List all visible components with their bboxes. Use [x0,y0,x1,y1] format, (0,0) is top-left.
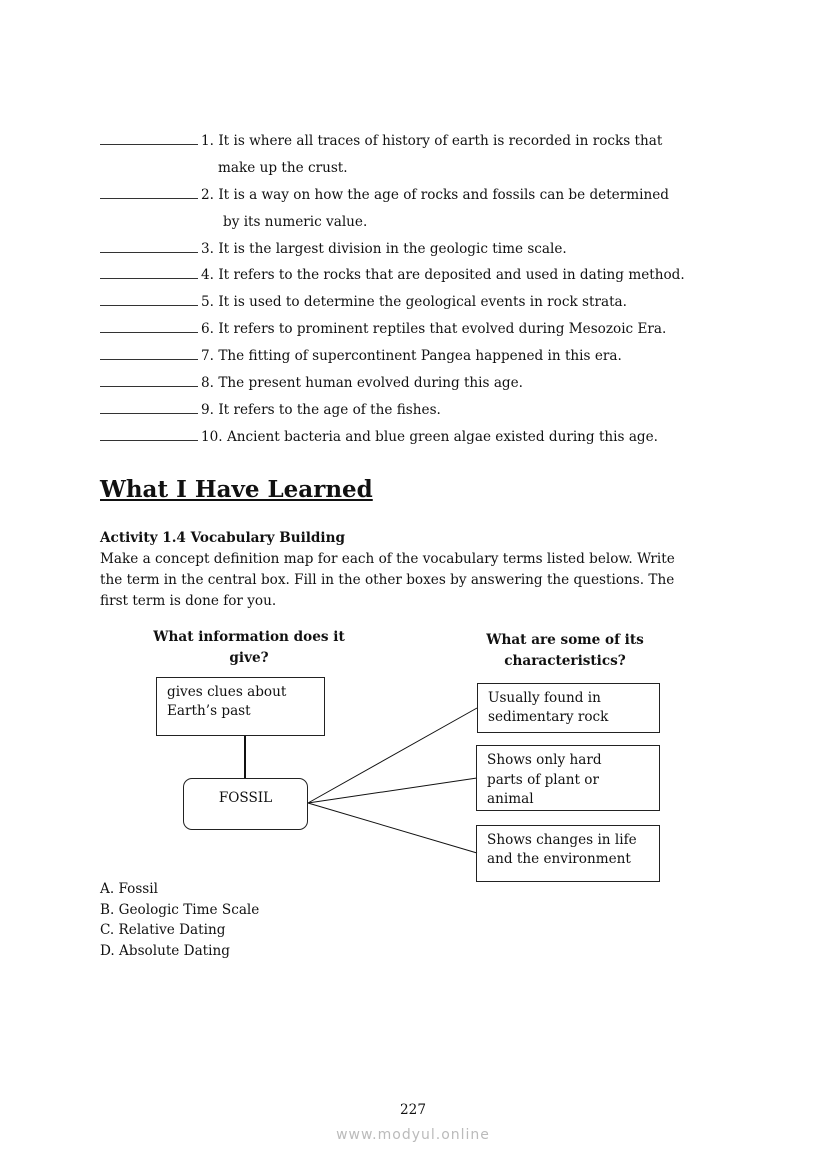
question-text-continued: make up the crust. [218,160,348,176]
question-text: It refers to the age of the fishes. [218,402,441,418]
section-title: What I Have Learned [100,476,373,503]
question-number: 7. [201,348,214,364]
characteristic-box: Shows changes in life and the environment [476,825,660,882]
term-box: FOSSIL [183,778,308,830]
question-number: 6. [201,321,214,337]
question-text: It is used to determine the geological events in rock strata. [218,294,627,310]
question-number: 10. [201,429,223,445]
info-question: What information does it give? [153,629,345,666]
question-text: It is where all traces of history of earth is recorded in rocks that [218,133,663,149]
question-number: 1. [201,133,214,149]
term-item: B. Geologic Time Scale [100,902,260,918]
instructions-line: Make a concept definition map for each of the vocabulary terms listed below. Write [100,551,675,567]
question-text: It is the largest division in the geologic time scale. [218,241,567,257]
question-number: 4. [201,267,214,283]
question-text: It is a way on how the age of rocks and fossils can be determined [218,187,669,203]
activity-title: Activity 1.4 Vocabulary Building [100,530,345,546]
characteristics-question: What are some of its characteristics? [486,632,644,669]
question-text: It refers to prominent reptiles that evolved during Mesozoic Era. [218,321,667,337]
instructions-line: the term in the central box. Fill in the other boxes by answering the questions. The [100,572,675,588]
question-text: It refers to the rocks that are deposited and used in dating method. [218,267,685,283]
characteristic-box: Usually found in sedimentary rock [477,683,660,733]
term-item: A. Fossil [100,881,158,897]
question-text-continued: by its numeric value. [223,214,368,230]
question-text: The fitting of supercontinent Pangea happened in this era. [218,348,622,364]
question-text: Ancient bacteria and blue green algae existed during this age. [226,429,658,445]
info-box: gives clues about Earth’s past [156,677,325,736]
question-number: 8. [201,375,214,391]
question-number: 2. [201,187,214,203]
instructions-line: first term is done for you. [100,593,277,609]
question-number: 3. [201,241,214,257]
page-number: 227 [400,1102,426,1118]
term-item: D. Absolute Dating [100,943,230,959]
watermark: www.modyul.online [336,1127,490,1143]
characteristic-box: Shows only hard parts of plant or animal [476,745,660,811]
question-number: 9. [201,402,214,418]
question-text: The present human evolved during this age. [218,375,524,391]
question-number: 5. [201,294,214,310]
term-item: C. Relative Dating [100,922,226,938]
